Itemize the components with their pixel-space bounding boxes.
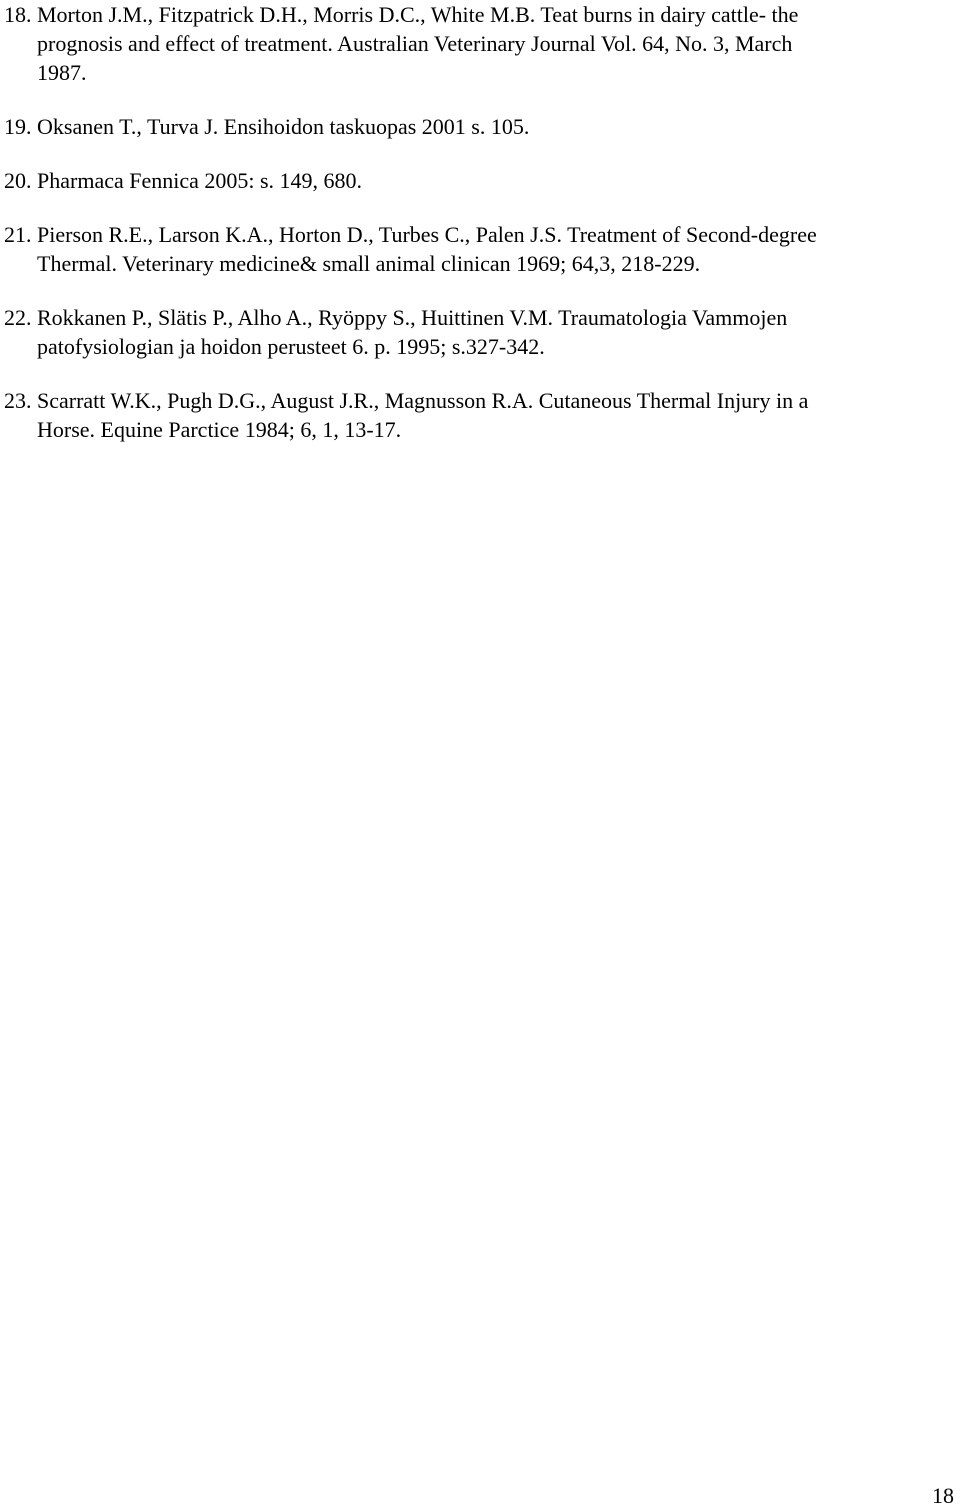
reference-line: 20. Pharmaca Fennica 2005: s. 149, 680.: [4, 168, 363, 193]
reference-line: 23. Scarratt W.K., Pugh D.G., August J.R., Magnusson R.A. Cutaneous Thermal Injury in a: [4, 388, 809, 413]
reference-line: 21. Pierson R.E., Larson K.A., Horton D., Turbes C., Palen J.S. Treatment of Second-degree: [4, 222, 817, 247]
reference-line: 19. Oksanen T., Turva J. Ensihoidon taskuopas 2001 s. 105.: [4, 114, 530, 139]
reference-22: [4, 303, 929, 361]
reference-line: 1987.: [37, 60, 87, 85]
reference-21: [4, 220, 929, 278]
reference-line: 22. Rokkanen P., Slätis P., Alho A., Ryöppy S., Huittinen V.M. Traumatologia Vammojen: [4, 305, 788, 330]
page-number: 18: [932, 1483, 954, 1508]
reference-list: [4, 0, 929, 469]
reference-23: [4, 386, 929, 444]
reference-line: 18. Morton J.M., Fitzpatrick D.H., Morris D.C., White M.B. Teat burns in dairy cattle- the: [4, 2, 799, 27]
reference-19: [4, 112, 929, 141]
reference-line: Horse. Equine Parctice 1984; 6, 1, 13-17.: [37, 417, 402, 442]
reference-line: Thermal. Veterinary medicine& small animal clinican 1969; 64,3, 218-229.: [37, 251, 701, 276]
reference-line: prognosis and effect of treatment. Australian Veterinary Journal Vol. 64, No. 3, March: [37, 31, 793, 56]
reference-18: [4, 0, 929, 87]
reference-line: patofysiologian ja hoidon perusteet 6. p. 1995; s.327-342.: [37, 334, 545, 359]
reference-20: [4, 166, 929, 195]
